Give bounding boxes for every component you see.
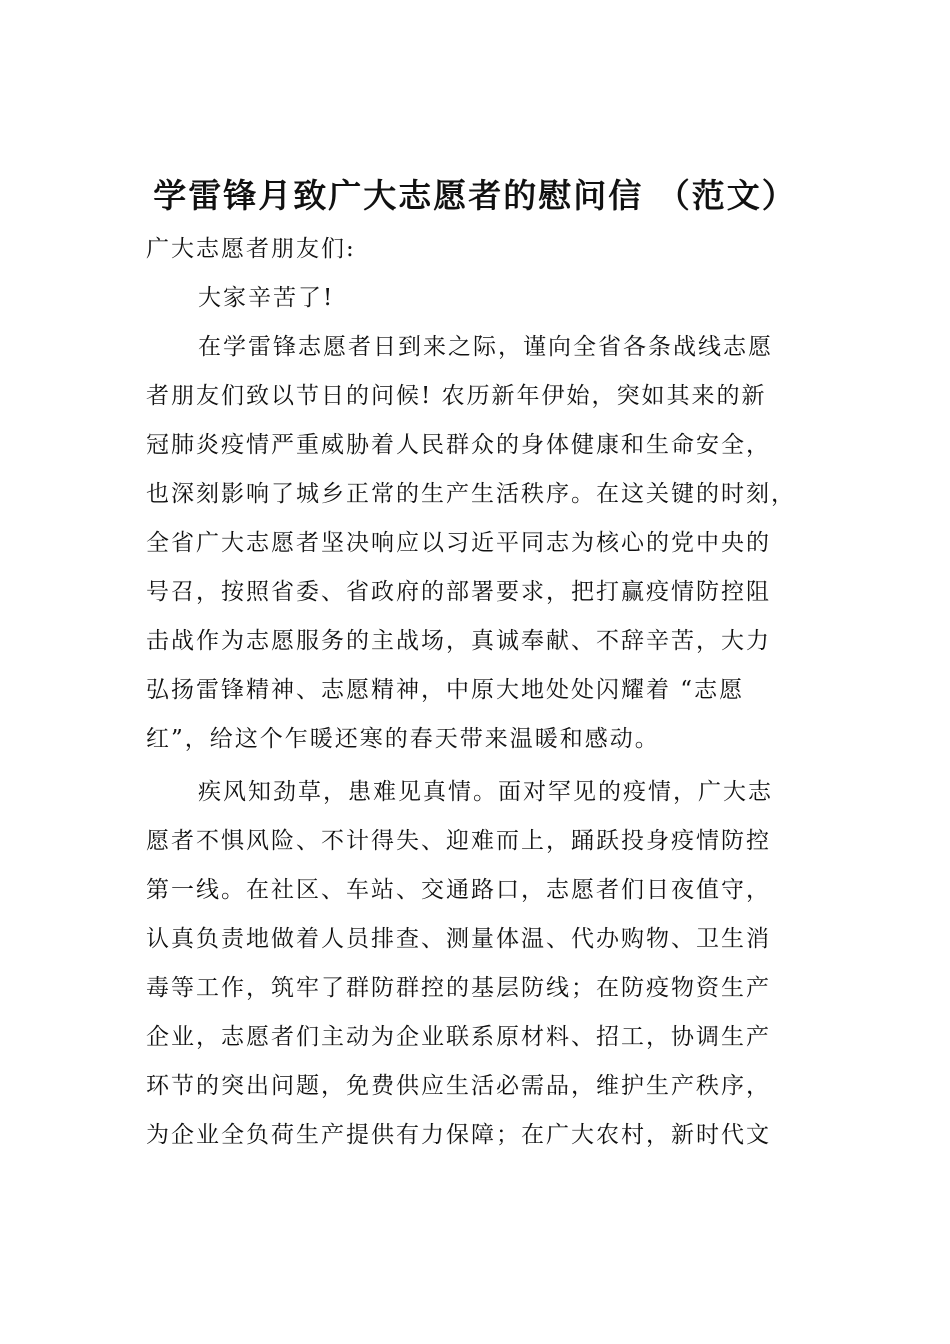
paragraph-line: 毒等工作，筑牢了群防群控的基层防线；在防疫物资生产	[146, 975, 771, 1001]
paragraph-line: 在学雷锋志愿者日到来之际，谨向全省各条战线志愿	[198, 334, 773, 360]
paragraph-line: 愿者不惧风险、不计得失、迎难而上，踊跃投身疫情防控	[146, 828, 771, 854]
paragraph-2	[146, 768, 806, 1160]
letter-body	[146, 225, 806, 1160]
paragraph-line: 也深刻影响了城乡正常的生产生活秩序。在这关键的时刻，	[146, 481, 796, 507]
paragraph-line: 为企业全负荷生产提供有力保障；在广大农村，新时代文	[146, 1122, 771, 1148]
paragraph-1	[146, 323, 806, 764]
paragraph-line: 者朋友们致以节日的问候! 农历新年伊始，突如其来的新	[146, 383, 767, 409]
paragraph-line: 弘扬雷锋精神、志愿精神，中原大地处处闪耀着 “志愿	[146, 677, 745, 703]
paragraph-line: 红”，给这个乍暖还寒的春天带来温暖和感动。	[146, 726, 660, 752]
paragraph-line: 冠肺炎疫情严重威胁着人民群众的身体健康和生命安全，	[146, 432, 771, 458]
paragraph-line: 击战作为志愿服务的主战场，真诚奉献、不辞辛苦，大力	[146, 628, 771, 654]
salutation: 广大志愿者朋友们:	[146, 236, 356, 262]
paragraph-line: 全省广大志愿者坚决响应以习近平同志为核心的党中央的	[146, 530, 771, 556]
paragraph-line: 环节的突出问题，免费供应生活必需品，维护生产秩序，	[146, 1073, 771, 1099]
paragraph-line: 疾风知劲草，患难见真情。面对罕见的疫情，广大志	[198, 779, 773, 805]
document-title: 学雷锋月致广大志愿者的慰问信 （范文）	[153, 176, 797, 215]
paragraph-line: 认真负责地做着人员排查、测量体温、代办购物、卫生消	[146, 926, 771, 952]
paragraph-line: 第一线。在社区、车站、交通路口，志愿者们日夜值守，	[146, 877, 771, 903]
greeting: 大家辛苦了!	[198, 285, 335, 311]
paragraph-line: 企业，志愿者们主动为企业联系原材料、招工，协调生产	[146, 1024, 771, 1050]
paragraph-line: 号召，按照省委、省政府的部署要求，把打赢疫情防控阻	[146, 579, 771, 605]
